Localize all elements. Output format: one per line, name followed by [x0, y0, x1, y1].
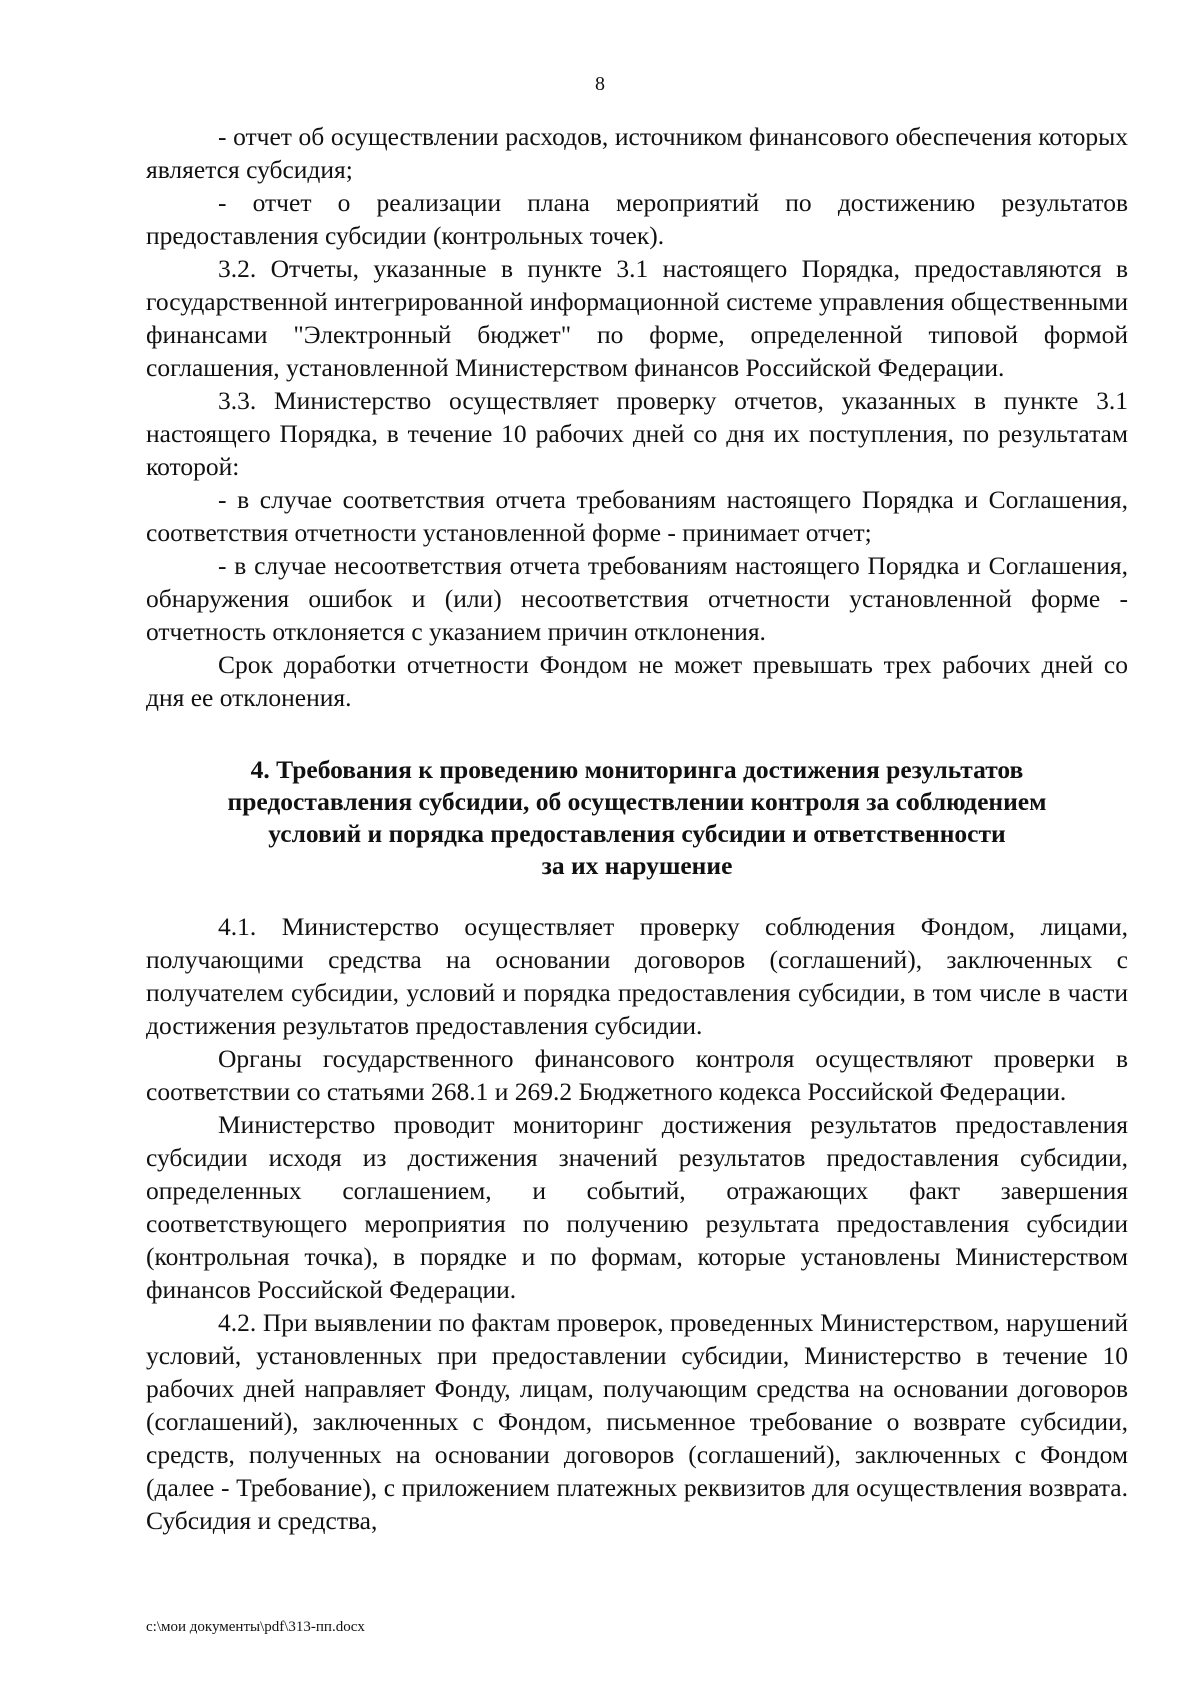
paragraph-report-expenses: - отчет об осуществлении расходов, источником финансового обеспечения которых является субсидия; [146, 122, 1128, 184]
footer-file-path: c:\мои документы\pdf\313-пп.docx [146, 1619, 365, 1635]
section-heading-line-1: 4. Требования к проведению мониторинга достижения результатов [250, 755, 1024, 784]
section-heading [146, 754, 1128, 882]
paragraph-4-1: 4.1. Министерство осуществляет проверку соблюдения Фондом, лицами, получающими средства на основании договоров (соглашений), заключенных с получателем субсидии, условий и порядка предоставления субсидии, в том числе в части достижения результатов предоставления субсидии. [146, 912, 1128, 1040]
paragraph-case-compliance: - в случае соответствия отчета требованиям настоящего Порядка и Соглашения, соответствия отчетности установленной форме - принимает отчет; [146, 485, 1128, 547]
paragraph-4-2: 4.2. При выявлении по фактам проверок, проведенных Министерством, нарушений условий, установленных при предоставлении субсидии, Министерство в течение 10 рабочих дней направляет Фонду, лицам, получающим средства на основании договоров (соглашений), заключенных с Фондом, письменное требование о возврате субсидии, средств, полученных на основании договоров (соглашений), заключенных с Фондом (далее - Требование), с приложением платежных реквизитов для осуществления возврата. Субсидия и средства, [146, 1308, 1128, 1535]
paragraph-monitoring: Министерство проводит мониторинг достижения результатов предоставления субсидии исходя из достижения значений результатов предоставления субсидии, определенных соглашением, и событий, отражающих факт завершения соответствующего мероприятия по получению результата предоставления субсидии (контрольная точка), в порядке и по формам, которые установлены Министерством финансов Российской Федерации. [146, 1110, 1128, 1304]
section-heading-line-3: условий и порядка предоставления субсидии и ответственности [268, 819, 1006, 848]
document-body [146, 120, 1128, 1537]
paragraph-3-3: 3.3. Министерство осуществляет проверку отчетов, указанных в пункте 3.1 настоящего Порядка, в течение 10 рабочих дней со дня их поступления, по результатам которой: [146, 386, 1128, 481]
section-spacer [146, 882, 1128, 910]
paragraph-revision-deadline: Срок доработки отчетности Фондом не может превышать трех рабочих дней со дня ее отклонения. [146, 650, 1128, 712]
paragraph-case-noncompliance: - в случае несоответствия отчета требованиям настоящего Порядка и Соглашения, обнаружения ошибок и (или) несоответствия отчетности установленной форме - отчетность отклоняется с указанием причин отклонения. [146, 551, 1128, 646]
page-number: 8 [595, 73, 605, 95]
section-heading-line-4: за их нарушение [541, 851, 733, 880]
section-heading-line-2: предоставления субсидии, об осуществлении контроля за соблюдением [227, 787, 1047, 816]
paragraph-financial-control: Органы государственного финансового контроля осуществляют проверки в соответствии со статьями 268.1 и 269.2 Бюджетного кодекса Российской Федерации. [146, 1044, 1128, 1106]
paragraph-3-2: 3.2. Отчеты, указанные в пункте 3.1 настоящего Порядка, предоставляются в государственной интегрированной информационной системе управления общественными финансами "Электронный бюджет" по форме, определенной типовой формой соглашения, установленной Министерством финансов Российской Федерации. [146, 254, 1128, 382]
paragraph-report-plan: - отчет о реализации плана мероприятий по достижению результатов предоставления субсидии (контрольных точек). [146, 188, 1128, 250]
